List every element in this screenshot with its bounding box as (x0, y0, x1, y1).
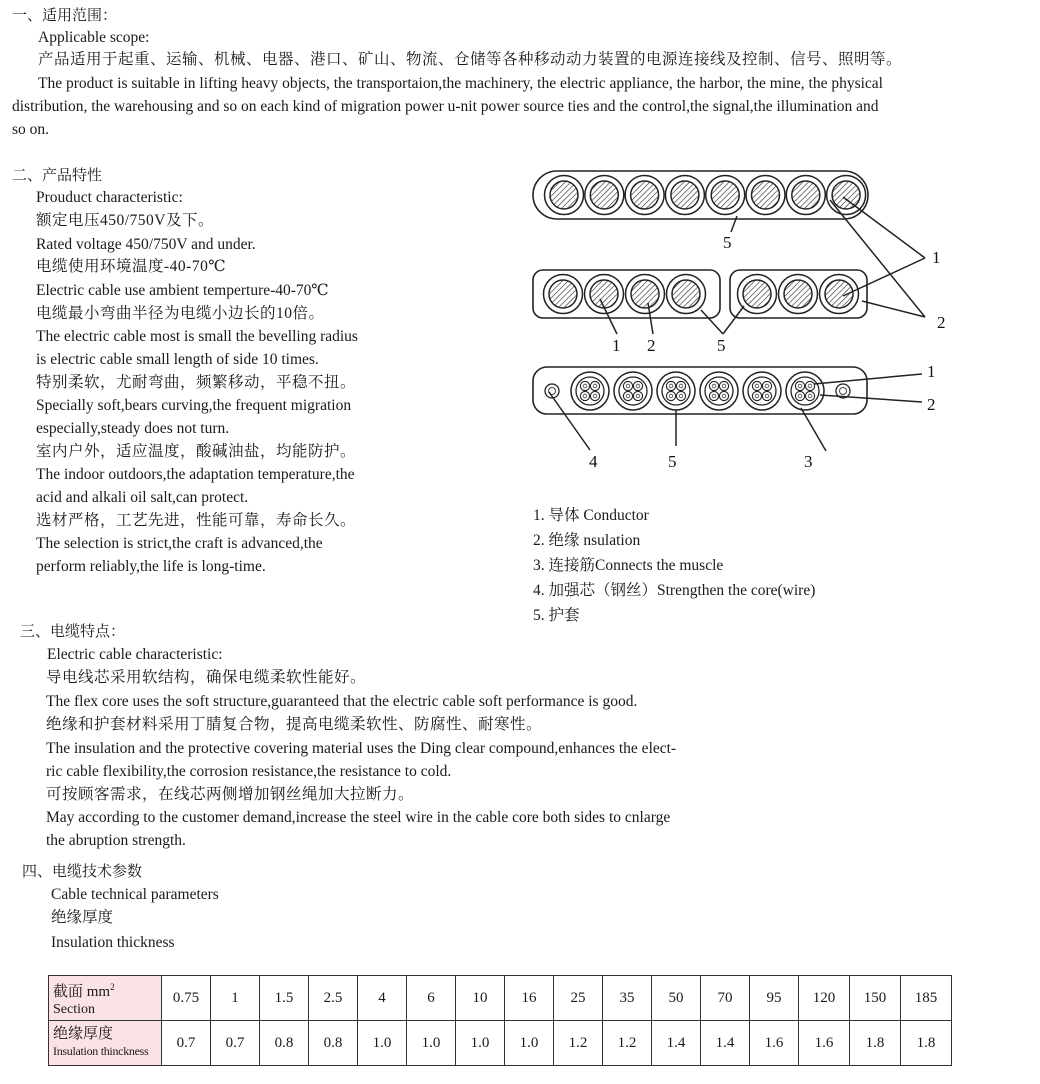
legend-connecting-rib: 3. 连接筋Connects the muscle (533, 557, 724, 574)
section2-line: acid and alkali oil salt,can protect. (36, 489, 249, 506)
strand-wire (669, 384, 673, 388)
section2-line: especially,steady does not turn. (36, 420, 230, 437)
table-row-section (49, 976, 952, 1021)
callout-2: 2 (927, 395, 936, 414)
cell-section: 10 (456, 976, 505, 1021)
strand-wire (679, 384, 683, 388)
legend-insulation: 2. 绝缘 nsulation (533, 532, 641, 549)
section4-line: Insulation thickness (51, 934, 175, 951)
strand-group (791, 377, 819, 405)
section4-line: Cable technical parameters (51, 886, 219, 903)
strand-wire (636, 384, 640, 388)
legend-sheath: 5. 护套 (533, 607, 580, 624)
cell-section: 1 (211, 976, 260, 1021)
callout-4: 4 (589, 452, 598, 471)
legend-strength-core: 4. 加强芯（钢丝）Strengthen the core(wire) (533, 582, 816, 599)
strand-wire (593, 384, 597, 388)
section3-line: The insulation and the protective covering material uses the Ding clear compound,enhances the elect- (46, 740, 677, 757)
strand-wire (712, 384, 716, 388)
strand-wire (679, 394, 683, 398)
section2-line: The selection is strict,the craft is advanced,the (36, 535, 323, 552)
section2-line: The electric cable most is small the bevelling radius (36, 328, 358, 345)
section2-line: Prouduct characteristic: (36, 189, 183, 206)
section1-en-title: Applicable scope: (38, 29, 150, 46)
section2-line: is electric cable small length of side 10 times. (36, 351, 319, 368)
cell-thickness: 0.8 (309, 1021, 358, 1066)
section1-en-line: distribution, the warehousing and so on each kind of migration power u-nit power source ties and the control,the signal,the illumination and (12, 98, 879, 115)
strand-group (619, 377, 647, 405)
cell-thickness: 1.2 (603, 1021, 652, 1066)
cell-thickness: 1.8 (901, 1021, 952, 1066)
table-row-thickness (49, 1021, 952, 1066)
callout-5: 5 (717, 336, 726, 355)
section2-line: 电缆使用环境温度-40-70℃ (36, 258, 227, 275)
legend-conductor: 1. 导体 Conductor (533, 507, 649, 524)
section4-heading: 四、电缆技术参数 (22, 864, 143, 880)
conductor-core (743, 280, 771, 308)
section3-line: the abruption strength. (46, 832, 186, 849)
section3-line: 导电线芯采用软结构，确保电缆柔软性能好。 (46, 669, 367, 686)
cell-thickness: 1.6 (799, 1021, 850, 1066)
cell-thickness: 1.4 (652, 1021, 701, 1066)
conductor-core (590, 181, 618, 209)
cell-thickness: 1.0 (407, 1021, 456, 1066)
strand-wire (808, 394, 812, 398)
section4-line: 绝缘厚度 (51, 909, 114, 926)
strand-wire (755, 384, 759, 388)
conductor-core (631, 280, 659, 308)
strand-wire (593, 394, 597, 398)
conductor-core (832, 181, 860, 209)
strand-wire (636, 394, 640, 398)
strand-wire (626, 384, 630, 388)
strand-group (576, 377, 604, 405)
callout-1: 1 (932, 248, 941, 267)
section3-heading: 三、电缆特点： (20, 624, 126, 640)
callout-5: 5 (668, 452, 677, 471)
section2-line: The indoor outdoors,the adaptation temperature,the (36, 466, 355, 483)
cell-thickness: 1.0 (358, 1021, 407, 1066)
strand-wire (798, 384, 802, 388)
cell-section: 50 (652, 976, 701, 1021)
cell-section: 6 (407, 976, 456, 1021)
section3-line: The flex core uses the soft structure,guaranteed that the electric cable soft performance is good. (46, 693, 638, 710)
section2-line: 选材严格，工艺先进，性能可靠，寿命长久。 (36, 512, 357, 529)
cell-thickness: 1.6 (750, 1021, 799, 1066)
conductor-core (672, 280, 700, 308)
cell-section: 1.5 (260, 976, 309, 1021)
flat-cable-8-core (533, 171, 868, 219)
callout-5: 5 (723, 233, 732, 252)
section2-line: 特别柔软，尤耐弯曲，频繁移动，平稳不扭。 (36, 374, 357, 391)
section1-en-line: so on. (12, 121, 50, 138)
callout-2: 2 (647, 336, 656, 355)
cell-section: 16 (505, 976, 554, 1021)
section2-line: 额定电压450/750V及下。 (36, 212, 215, 229)
strand-wire (583, 394, 587, 398)
strand-wire (765, 394, 769, 398)
cell-section: 120 (799, 976, 850, 1021)
strand-wire (755, 394, 759, 398)
flat-cable-stranded (533, 367, 867, 414)
strand-wire (808, 384, 812, 388)
cell-thickness: 1.0 (505, 1021, 554, 1066)
cell-thickness: 0.8 (260, 1021, 309, 1066)
strand-wire (798, 394, 802, 398)
conductor-core (711, 181, 739, 209)
cell-section: 185 (901, 976, 952, 1021)
insulation-thickness-table (48, 975, 952, 1066)
strand-group (748, 377, 776, 405)
strand-wire (722, 394, 726, 398)
section2-line: perform reliably,the life is long-time. (36, 558, 266, 575)
conductor-core (671, 181, 699, 209)
conductor-core (590, 280, 618, 308)
cell-section: 95 (750, 976, 799, 1021)
cell-section: 70 (701, 976, 750, 1021)
cell-thickness: 1.4 (701, 1021, 750, 1066)
cell-thickness: 0.7 (211, 1021, 260, 1066)
row-header-thickness: 绝缘厚度 Insulation thinckness (49, 1021, 162, 1066)
strand-group (662, 377, 690, 405)
strand-wire (712, 394, 716, 398)
section1-heading: 一、适用范围： (12, 8, 118, 24)
section2-line: Electric cable use ambient temperture-40-70℃ (36, 282, 329, 299)
steel-wire-core (840, 388, 847, 395)
callout-1: 1 (927, 362, 936, 381)
section3-line: 可按顾客需求，在线芯两侧增加钢丝绳加大拉断力。 (46, 786, 415, 803)
section3-line: May according to the customer demand,increase the steel wire in the cable core both sides to cnlarge (46, 809, 671, 826)
cell-section: 35 (603, 976, 652, 1021)
section3-line: Electric cable characteristic: (47, 646, 223, 663)
cell-section: 0.75 (162, 976, 211, 1021)
flat-cable-split (533, 270, 867, 318)
conductor-core (792, 181, 820, 209)
strand-wire (626, 394, 630, 398)
section1-en-line: The product is suitable in lifting heavy objects, the transportaion,the machinery, the electric appliance, the harbor, the mine, the physical (38, 75, 883, 92)
callout-3: 3 (804, 452, 813, 471)
cell-section: 2.5 (309, 976, 358, 1021)
cell-section: 25 (554, 976, 603, 1021)
callout-2: 2 (937, 313, 946, 332)
section2-line: 电缆最小弯曲半径为电缆小边长的10倍。 (36, 305, 325, 322)
strand-wire (765, 384, 769, 388)
section2-line: Specially soft,bears curving,the frequent migration (36, 397, 352, 414)
conductor-core (752, 181, 780, 209)
section3-line: ric cable flexibility,the corrosion resistance,the resistance to cold. (46, 763, 452, 780)
cell-thickness: 1.2 (554, 1021, 603, 1066)
conductor-core (549, 280, 577, 308)
strand-group (705, 377, 733, 405)
strand-wire (722, 384, 726, 388)
section2-line: Rated voltage 450/750V and under. (36, 236, 256, 253)
cell-thickness: 1.8 (850, 1021, 901, 1066)
section2-heading: 二、产品特性 (12, 168, 103, 184)
section3-line: 绝缘和护套材料采用丁腈复合物，提高电缆柔软性、防腐性、耐寒性。 (46, 716, 543, 733)
section1-cn-text: 产品适用于起重、运输、机械、电器、港口、矿山、物流、仓储等各种移动动力装置的电源连接线及控制、信号、照明等。 (38, 51, 903, 68)
conductor-core (550, 181, 578, 209)
cell-section: 4 (358, 976, 407, 1021)
cell-thickness: 0.7 (162, 1021, 211, 1066)
section2-line: 室内户外，适应温度，酸碱油盐，均能防护。 (36, 443, 357, 460)
cell-section: 150 (850, 976, 901, 1021)
conductor-core (784, 280, 812, 308)
cell-thickness: 1.0 (456, 1021, 505, 1066)
strand-wire (583, 384, 587, 388)
callout-1: 1 (612, 336, 621, 355)
row-header-section: 截面 $mm^2$ Section (49, 976, 162, 1021)
conductor-core (631, 181, 659, 209)
strand-wire (669, 394, 673, 398)
